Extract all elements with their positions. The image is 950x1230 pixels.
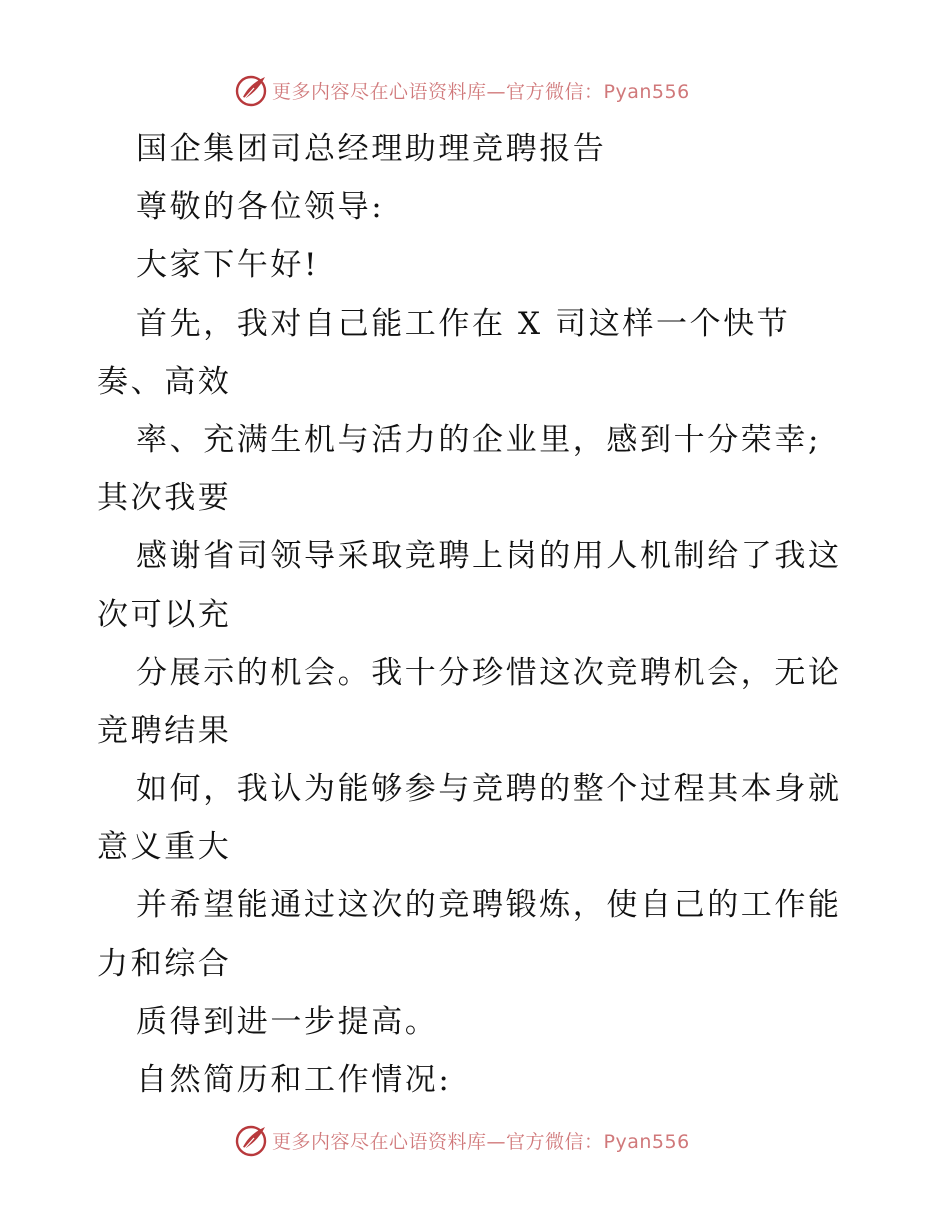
document-title: 国企集团司总经理助理竞聘报告 [136, 131, 607, 167]
header-watermark [234, 72, 714, 108]
text-line: 奏、高效 [97, 363, 232, 400]
text-line: 首先，我对自己能工作在 X 司这样一个快节 [136, 305, 791, 342]
text-line: 感谢省司领导采取竞聘上岗的用人机制给了我这 [136, 538, 842, 575]
watermark-text: 更多内容尽在心语资料库—官方微信：Pyan556 [272, 80, 690, 103]
text-line: 大家下午好! [136, 247, 320, 284]
watermark-text: 更多内容尽在心语资料库—官方微信：Pyan556 [272, 1130, 690, 1153]
text-line: 其次我要 [97, 480, 232, 517]
text-line: 次可以充 [97, 596, 232, 633]
text-line: 分展示的机会。我十分珍惜这次竞聘机会，无论 [136, 654, 842, 691]
red-quill-circle-logo-icon [234, 1123, 268, 1157]
document-body [97, 120, 867, 1109]
text-line: 意义重大 [97, 829, 232, 866]
text-line: 尊敬的各位领导: [136, 189, 385, 226]
text-line: 竞聘结果 [97, 712, 232, 749]
text-line: 并希望能通过这次的竞聘锻炼，使自己的工作能 [136, 887, 842, 924]
text-line: 力和综合 [97, 945, 232, 982]
footer-watermark [234, 1122, 714, 1158]
text-line: 如何，我认为能够参与竞聘的整个过程其本身就 [136, 771, 842, 808]
red-quill-circle-logo-icon [234, 73, 268, 107]
text-line: 率、充满生机与活力的企业里，感到十分荣幸; [136, 421, 822, 458]
text-line: 质得到进一步提高。 [136, 1003, 439, 1040]
text-line: 自然简历和工作情况: [136, 1062, 452, 1098]
